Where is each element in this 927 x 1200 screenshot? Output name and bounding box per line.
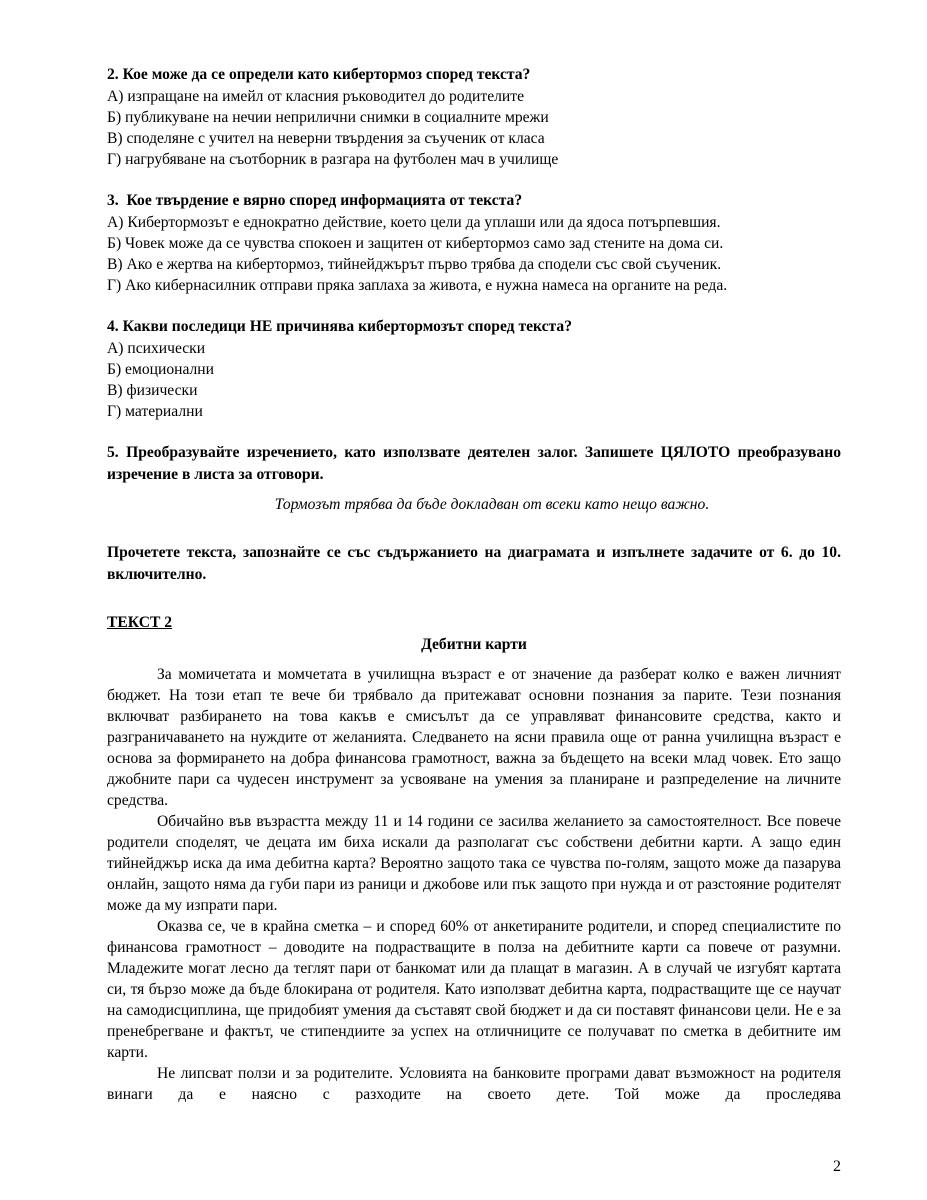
page-content [107, 64, 841, 1105]
question-4 [107, 316, 841, 422]
question-4-title: 4. Какви последици НЕ причинява кибертормозът според текста? [107, 318, 572, 335]
question-3-option-d: Г) Ако кибернасилник отправи пряка заплаха за живота, е нужна намеса на органите на реда. [107, 277, 728, 294]
question-2-title: 2. Кое може да се определи като кибертормоз според текста? [107, 66, 531, 83]
question-3-option-c: В) Ако е жертва на кибертормоз, тийнейджърът първо трябва да сподели със свой съученик. [107, 256, 722, 273]
text-2-label: ТЕКСТ 2 [107, 614, 173, 631]
instruction-text: Прочетете текста, запознайте се със съдържанието на диаграмата и изпълнете задачите от 6. до 10. включително. [107, 544, 841, 583]
text-2-section [107, 612, 841, 1105]
question-2-option-c: В) споделяне с учител на неверни твърдения за съученик от класа [107, 130, 545, 147]
text-2-title: Дебитни карти [421, 636, 527, 653]
question-5-title: 5. Преобразувайте изречението, като използвате деятелен залог. Запишете ЦЯЛОТО преобразувано изречение в листа за отговори. [107, 444, 841, 483]
question-4-option-c: В) физически [107, 382, 198, 399]
question-2-option-b: Б) публикуване на нечии неприлични снимки в социалните мрежи [107, 109, 549, 126]
question-4-option-b: Б) емоционални [107, 361, 214, 378]
question-2 [107, 64, 841, 170]
question-5 [107, 442, 841, 516]
instruction-block [107, 542, 841, 586]
question-3-title: 3. Кое твърдение е вярно според информацията от текста? [107, 192, 523, 209]
page-number: 2 [833, 1158, 841, 1175]
question-4-option-d: Г) материални [107, 403, 203, 420]
question-4-option-a: А) психически [107, 340, 206, 357]
question-2-option-d: Г) нагрубяване на съотборник в разгара на футболен мач в училище [107, 151, 559, 168]
text-2-paragraph-4: Не липсват ползи и за родителите. Условията на банковите програми дават възможност на родителя винаги да е наясно с разходите на своето дете. Той може да проследява [107, 1065, 841, 1103]
question-5-sentence: Тормозът трябва да бъде докладван от всеки като нещо важно. [274, 496, 710, 513]
question-3 [107, 190, 841, 296]
question-3-option-a: А) Кибертормозът е еднократно действие, което цели да уплаши или да ядоса потърпевшия. [107, 214, 721, 231]
text-2-paragraph-2: Обичайно във възрастта между 11 и 14 години се засилва желанието за самостоятелност. Все повече родители споделят, че децата им биха искали да разполагат със собствени дебитни карти. А защо един тийнейджър иска да има дебитна карта? Вероятно защото така се чувства по-голям, защото може да пазарува онлайн, защото няма да губи пари из раници и джобове или пък защото при нужда и от разстояние родителят може да му изпрати пари. [107, 813, 841, 914]
question-3-option-b: Б) Човек може да се чувства спокоен и защитен от кибертормоз само зад стените на дома си. [107, 235, 724, 252]
question-2-option-a: А) изпращане на имейл от класния ръководител до родителите [107, 88, 524, 105]
text-2-paragraph-1: За момичетата и момчетата в училищна възраст е от значение да разберат колко е важен личният бюджет. На този етап те вече би трябвало да притежават основни познания за парите. Тези познания включват разбирането на това какъв е смисълът да се управляват финансовите средства, както и разграничаването на нуждите от желанията. Следването на ясни правила още от ранна училищна възраст е основа за формирането на добра финансова грамотност, важна за бъдещето на всеки млад човек. Ето защо джобните пари са чудесен инструмент за усвояване на умения за планиране и разпределение на личните средства. [107, 666, 841, 809]
text-2-paragraph-3: Оказва се, че в крайна сметка – и според 60% от анкетираните родители, и според специалистите по финансова грамотност – доводите на подрастващите в полза на дебитните карти са повече от разумни. Младежите могат лесно да теглят пари от банкомат или да плащат в магазин. А в случай че изгубят картата си, тя бързо може да бъде блокирана от родителя. Като използват дебитна карта, подрастващите ще се научат на самодисциплина, ще придобият умения да съставят свой бюджет и да си поставят финансови цели. Не е за пренебрегване и фактът, че стипендиите за успех на отличниците се получават по сметка в дебитните им карти. [107, 918, 841, 1061]
